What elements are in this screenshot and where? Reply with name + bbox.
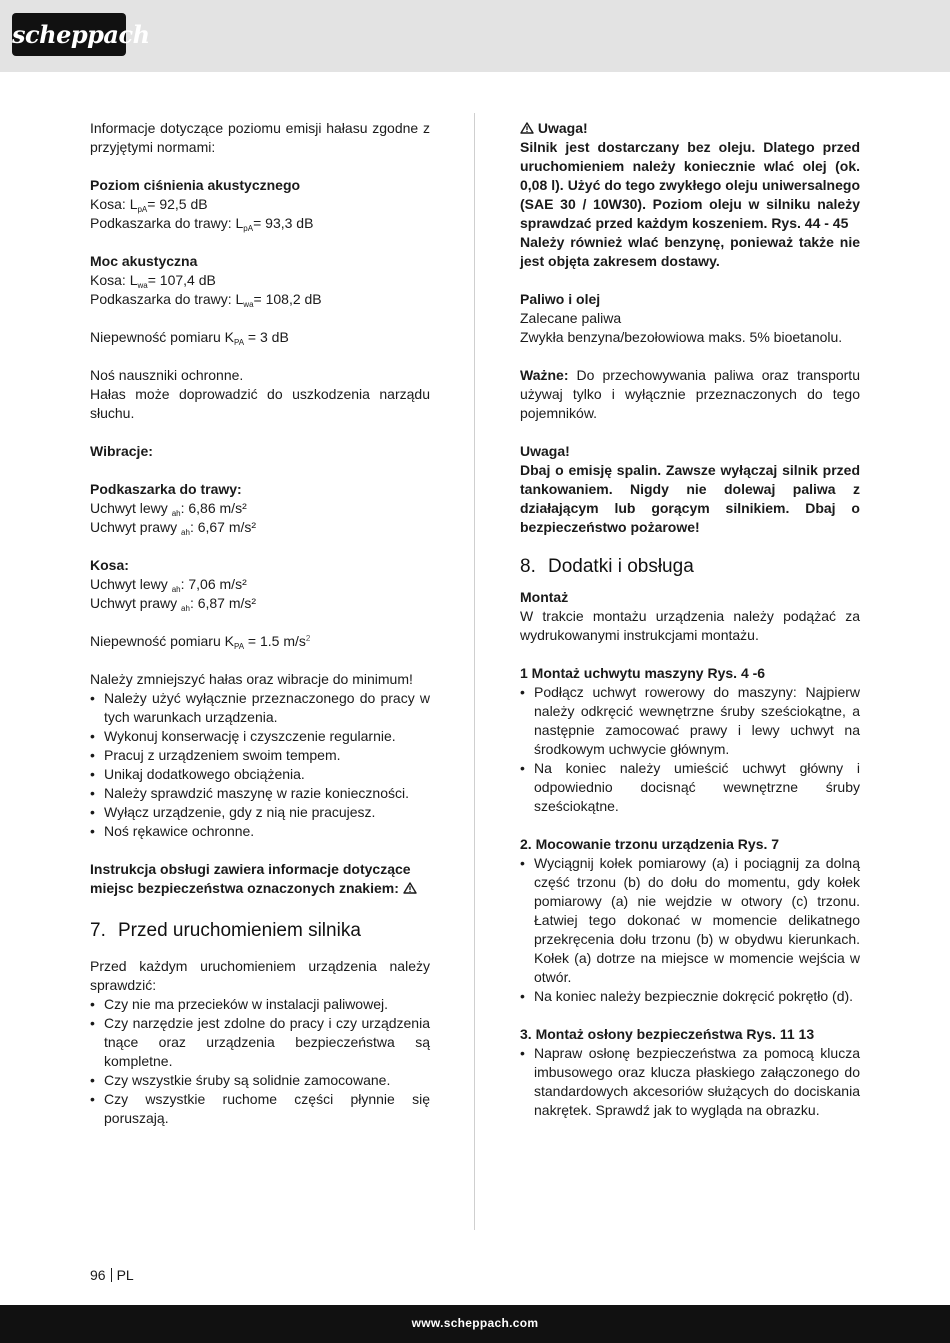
list-item: • Noś rękawice ochronne. <box>90 822 430 841</box>
list-item: • Unikaj dodatkowego obciążenia. <box>90 765 430 784</box>
fuel-heading: Paliwo i olej <box>520 291 601 307</box>
before-start-intro: Przed każdym uruchomieniem urządzenia należy sprawdzić: <box>90 958 430 993</box>
fuel-type: Zwykła benzyna/bezołowiowa maks. 5% bioetanolu. <box>520 329 843 345</box>
left-column <box>90 119 430 1128</box>
list-item: • Należy sprawdzić maszynę w razie konieczności. <box>90 784 430 803</box>
list-item: • Na koniec należy bezpiecznie dokręcić pokrętło (d). <box>520 987 860 1006</box>
scythe-vib-heading: Kosa: <box>90 557 129 573</box>
warning-triangle-icon <box>520 122 534 134</box>
list-item: • Czy nie ma przecieków w instalacji paliwowej. <box>90 995 430 1014</box>
montaz-text: W trakcie montażu urządzenia należy podążać za wydrukowanymi instrukcjami montażu. <box>520 608 860 643</box>
page-number: 96 PL <box>90 1267 134 1283</box>
power-heading: Moc akustyczna <box>90 253 198 269</box>
vibration-heading: Wibracje: <box>90 443 153 459</box>
column-divider <box>474 113 475 1230</box>
list-item: • Należy użyć wyłącznie przeznaczonego do pracy w tych warunkach urządzenia. <box>90 689 430 727</box>
list-item: • Czy narzędzie jest zdolne do pracy i czy urządzenia tnące oraz urządzenia bezpieczeństwa są kompletne. <box>90 1014 430 1071</box>
section-7-heading: 7. Przed uruchomieniem silnika <box>90 920 361 941</box>
montaz-heading: Montaż <box>520 589 569 605</box>
petrol-warning-text: Należy również wlać benzynę, ponieważ także nie jest objęta zakresem dostawy. <box>520 234 860 269</box>
hearing-warning: Hałas może doprowadzić do uszkodzenia narządu słuchu. <box>90 386 430 421</box>
scheppach-logo: scheppach <box>12 13 126 56</box>
list-item: • Wykonuj konserwację i czyszczenie regularnie. <box>90 727 430 746</box>
uncertainty-vibration: Niepewność pomiaru $K_{PA} = 1.5$ $m/s^2$ <box>90 633 311 651</box>
list-item: • Na koniec należy umieścić uchwyt główny i odpowiednio docisnąć wewnętrzne śruby sześciokątne. <box>520 759 860 816</box>
step-1-title: 1 Montaż uchwytu maszyny Rys. 4 -6 <box>520 665 766 681</box>
uncertainty-noise: Niepewność pomiaru $K_{PA} = 3$ dB <box>90 329 289 347</box>
pressure-heading: Poziom ciśnienia akustycznego <box>90 177 301 193</box>
right-column <box>520 119 860 1120</box>
list-item: • Czy wszystkie śruby są solidnie zamocowane. <box>90 1071 430 1090</box>
list-item: • Pracuj z urządzeniem swoim tempem. <box>90 746 430 765</box>
list-item: • Podłącz uchwyt rowerowy do maszyny: Najpierw należy odkręcić wewnętrzne śruby sześciokątne, a następnie zamocować prawy i lewy uchwyt na środkowym uchwycie głównym. <box>520 683 860 759</box>
list-item: • Czy wszystkie ruchome części płynnie się poruszają. <box>90 1090 430 1128</box>
oil-warning-title: Uwaga! <box>520 119 860 138</box>
power-trimmer: Podkaszarka do trawy: $L_{wa}= 108,2$ dB <box>90 291 322 309</box>
trimmer-vib-heading: Podkaszarka do trawy: <box>90 481 242 497</box>
reduce-heading: Należy zmniejszyć hałas oraz wibracje do minimum! <box>90 671 413 687</box>
trimmer-right-handle: Uchwyt prawy $_{ah}$: 6,67 m/s² <box>90 519 257 537</box>
section-8-heading: 8. Dodatki i obsługa <box>520 556 694 577</box>
page-separator <box>111 1268 112 1282</box>
caution-title: Uwaga! <box>520 443 570 459</box>
fuel-recommended: Zalecane paliwa <box>520 310 622 326</box>
scythe-left-handle: Uchwyt lewy $_{ah}$: 7,06 m/s² <box>90 576 247 594</box>
caution-text: Dbaj o emisję spalin. Zawsze wyłączaj silnik przed tankowaniem. Nigdy nie dolewaj paliwa z działającym lub gorącym silnikiem. Dbaj o bezpieczeństwo pożarowe! <box>520 462 860 535</box>
noise-intro: Informacje dotyczące poziomu emisji hałasu zgodne z przyjętymi normami: <box>90 120 430 155</box>
reduce-list <box>90 689 430 841</box>
important-note: Ważne: Do przechowywania paliwa oraz transportu używaj tylko i wyłącznie przeznaczonych do tego pojemników. <box>520 367 860 421</box>
list-item: • Wyłącz urządzenie, gdy z nią nie pracujesz. <box>90 803 430 822</box>
list-item: • Wyciągnij kołek pomiarowy (a) i pociągnij za dolną część trzonu (b) do dołu do momentu, gdy kołek pomiarowy (a) nie wejdzie w otwory (c) trzonu. Łatwiej tego dokonać w momencie delikatnego przekręcenia dołu trzonu (b) w obydwu kierunkach. Kołek (a) dotrze na miejsce w momencie wejścia w otwór. <box>520 854 860 987</box>
footer-bar <box>0 1305 950 1343</box>
step-2-list <box>520 854 860 1006</box>
step-1-list <box>520 683 860 816</box>
warning-triangle-icon <box>403 882 417 894</box>
oil-warning-text: Silnik jest dostarczany bez oleju. Dlatego przed uruchomieniem należy koniecznie wlać olej (ok. 0,08 l). Użyć do tego zwykłego oleju uniwersalnego (SAE 30 / 10W30). Poziom oleju w silniku należy sprawdzać przed każdym koszeniem. Rys. 44 - 45 <box>520 139 860 231</box>
website-link[interactable]: www.scheppach.com <box>411 1316 539 1330</box>
step-3-list <box>520 1044 860 1120</box>
pressure-kosa: Kosa: $L_{pA}= 92,5$ dB <box>90 196 208 214</box>
ear-protection: Noś nauszniki ochronne. <box>90 367 244 383</box>
step-3-title: 3. Montaż osłony bezpieczeństwa Rys. 11 13 <box>520 1026 815 1042</box>
step-2-title: 2. Mocowanie trzonu urządzenia Rys. 7 <box>520 836 780 852</box>
power-kosa: Kosa: $L_{wa}= 107,4$ dB <box>90 272 216 290</box>
manual-note: Instrukcja obsługi zawiera informacje dotyczące miejsc bezpieczeństwa oznaczonych znakiem: <box>90 860 430 898</box>
pressure-trimmer: Podkaszarka do trawy: $L_{pA}= 93,3$ dB <box>90 215 314 233</box>
scythe-right-handle: Uchwyt prawy $_{ah}$: 6,87 m/s² <box>90 595 257 613</box>
list-item: • Napraw osłonę bezpieczeństwa za pomocą klucza imbusowego oraz klucza płaskiego załączonego do standardowych akcesoriów służących do dociskania nakrętek. Sprawdź jak to wygląda na obrazku. <box>520 1044 860 1120</box>
header-band <box>0 0 950 72</box>
before-start-list <box>90 995 430 1128</box>
trimmer-left-handle: Uchwyt lewy $_{ah}$: 6,86 m/s² <box>90 500 247 518</box>
